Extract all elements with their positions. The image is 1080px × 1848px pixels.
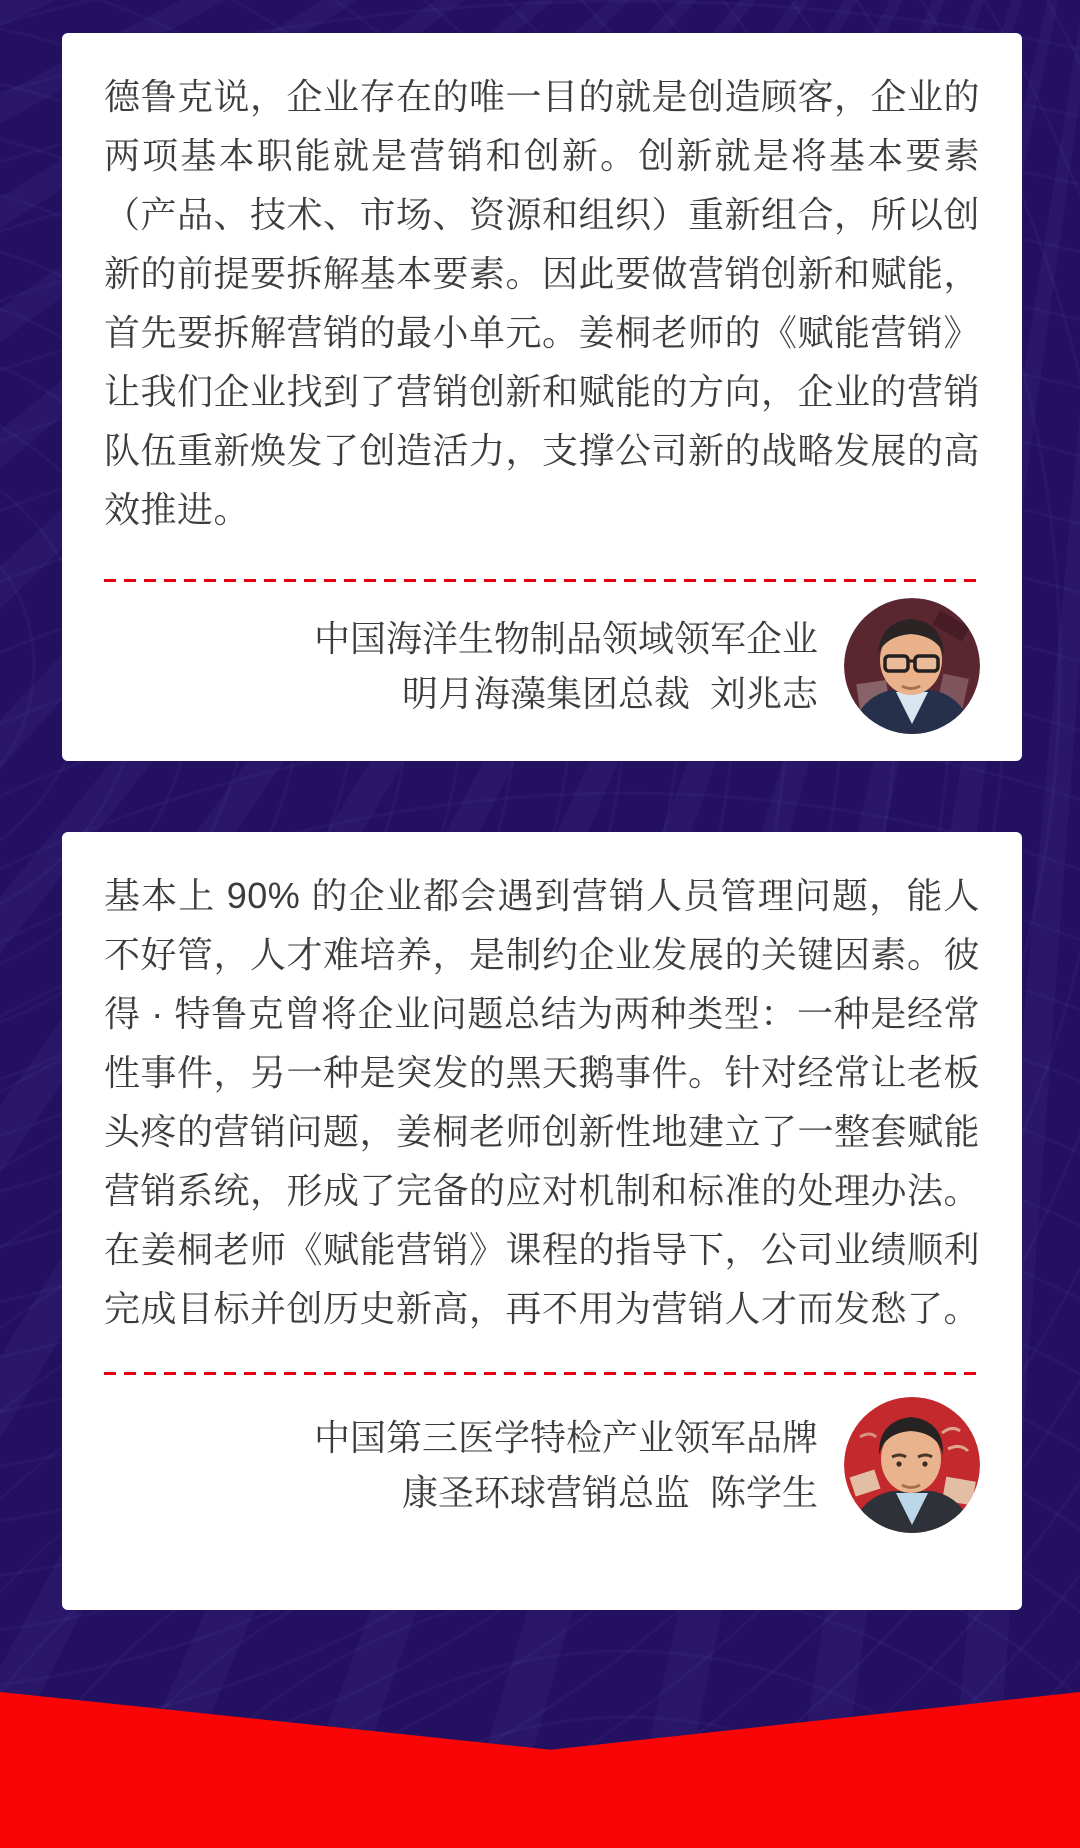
signature-row [104, 598, 980, 734]
portrait-photo [844, 598, 980, 734]
signature-row [104, 1397, 980, 1533]
portrait-avatar-chen-xuesheng [844, 1397, 980, 1533]
signature-org: 中国第三医学特检产业领军品牌 [313, 1417, 818, 1458]
signature-org: 中国海洋生物制品领域领军企业 [313, 618, 818, 659]
dashed-divider [104, 1372, 980, 1375]
dashed-divider [104, 579, 980, 582]
signature-person: 明月海藻集团总裁 刘兆志 [401, 673, 818, 714]
portrait-photo [844, 1397, 980, 1533]
signature-text [314, 611, 818, 721]
signature-person: 康圣环球营销总监 陈学生 [401, 1472, 818, 1513]
signature-text [314, 1410, 818, 1520]
testimonial-card-1 [62, 33, 1022, 761]
testimonial-card-2 [62, 832, 1022, 1610]
portrait-avatar-liu-zhaozhi [844, 598, 980, 734]
testimonial-paragraph: 德鲁克说，企业存在的唯一目的就是创造顾客，企业的两项基本职能就是营销和创新。创新就是将基本要素（产品、技术、市场、资源和组织）重新组合，所以创新的前提要拆解基本要素。因此要做营销创新和赋能，首先要拆解营销的最小单元。姜桐老师的《赋能营销》让我们企业找到了营销创新和赋能的方向，企业的营销队伍重新焕发了创造活力，支撑公司新的战略发展的高效推进。 [104, 76, 981, 530]
bottom-red-banner [0, 1692, 1080, 1848]
testimonial-paragraph: 基本上 90% 的企业都会遇到营销人员管理问题，能人不好管，人才难培养，是制约企业发展的关键因素。彼得 · 特鲁克曾将企业问题总结为两种类型：一种是经常性事件，另一种是突发的黑天鹅事件。针对经常让老板头疼的营销问题，姜桐老师创新性地建立了一整套赋能营销系统，形成了完备的应对机制和标准的处理办法。在姜桐老师《赋能营销》课程的指导下，公司业绩顺利完成目标并创历史新高，再不用为营销人才而发愁了。 [104, 875, 981, 1329]
